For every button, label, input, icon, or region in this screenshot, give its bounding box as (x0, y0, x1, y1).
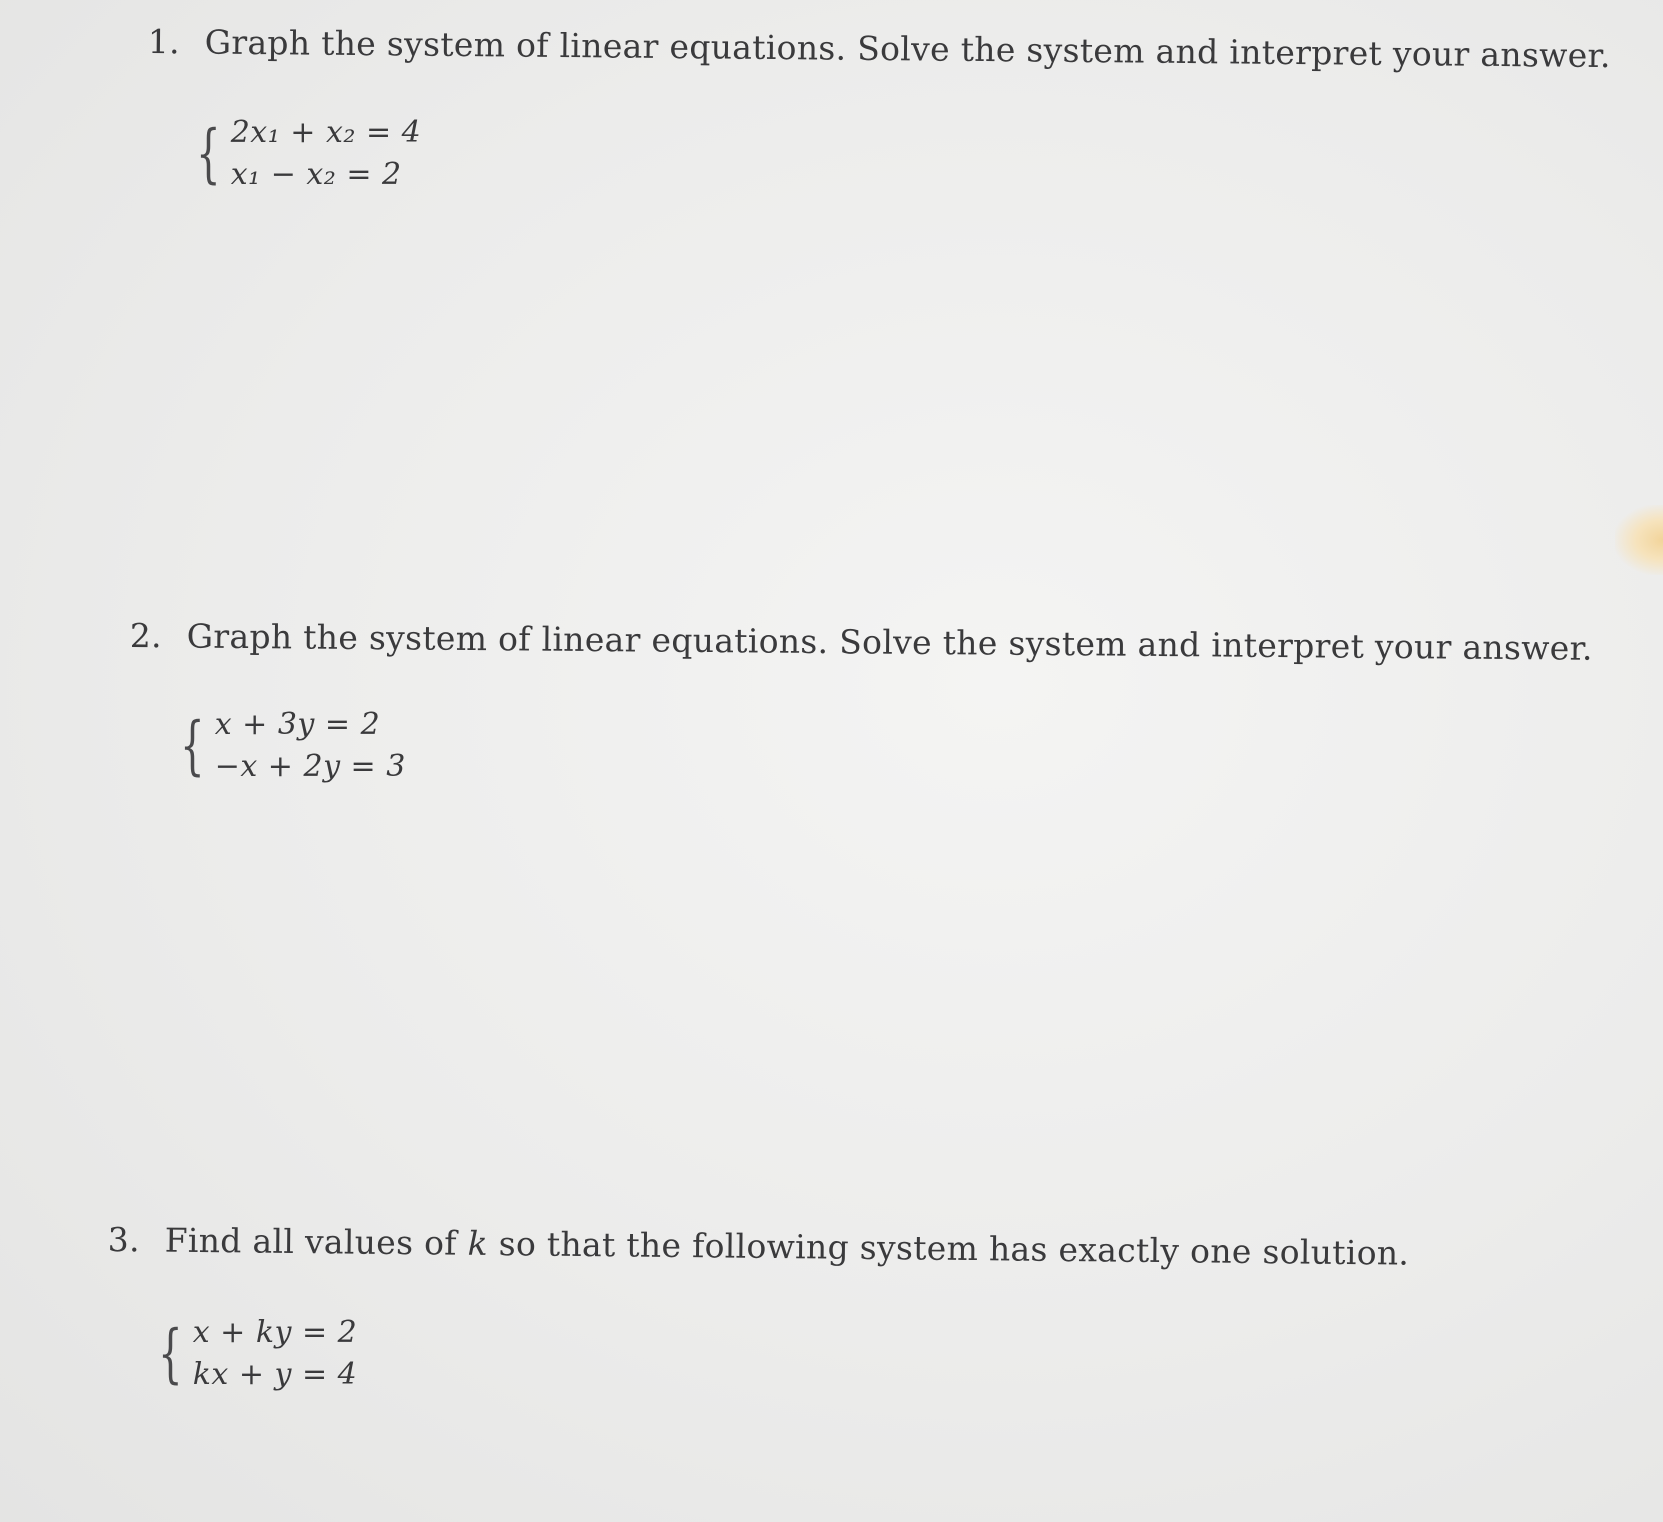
problem-3-header (108, 1220, 1608, 1275)
problem-2-equation-1: x + 3y = 2 (214, 707, 381, 742)
problem-3-equations (193, 1312, 358, 1396)
problem-3-text-after: so that the following system has exactly one solution. (498, 1224, 1410, 1273)
problem-2-equations (215, 704, 406, 788)
problem-1 (148, 22, 1648, 75)
problem-3-text-before: Find all values of (164, 1220, 458, 1263)
problem-3-text (164, 1221, 1409, 1273)
problem-3-variable: k (467, 1223, 489, 1263)
problem-2-text: Graph the system of linear equations. Solve the system and interpret your answer. (186, 616, 1593, 668)
left-brace-icon: { (196, 117, 221, 191)
problem-3-system (150, 1312, 357, 1396)
light-glare (1615, 505, 1663, 575)
problem-3-number: 3. (107, 1220, 141, 1260)
problem-2-header (130, 616, 1630, 668)
problem-1-equation-2: x₁ − x₂ = 2 (230, 157, 402, 192)
problem-1-system (188, 112, 421, 196)
problem-2-number: 2. (129, 616, 163, 656)
problem-3-equation-2: kx + y = 4 (192, 1357, 358, 1392)
problem-3-equation-1: x + ky = 2 (192, 1315, 358, 1350)
left-brace-icon: { (158, 1317, 183, 1391)
problem-1-number: 1. (147, 22, 181, 62)
problem-3 (108, 1220, 1608, 1275)
problem-2-equation-2: −x + 2y = 3 (214, 749, 406, 784)
left-brace-icon: { (180, 709, 205, 783)
problem-1-text: Graph the system of linear equations. Solve the system and interpret your answer. (204, 22, 1611, 76)
problem-1-equation-1: 2x₁ + x₂ = 4 (230, 115, 422, 150)
problem-1-equations (231, 112, 421, 196)
problem-1-header (148, 22, 1648, 75)
problem-2-system (172, 704, 406, 788)
problem-2 (130, 616, 1630, 668)
